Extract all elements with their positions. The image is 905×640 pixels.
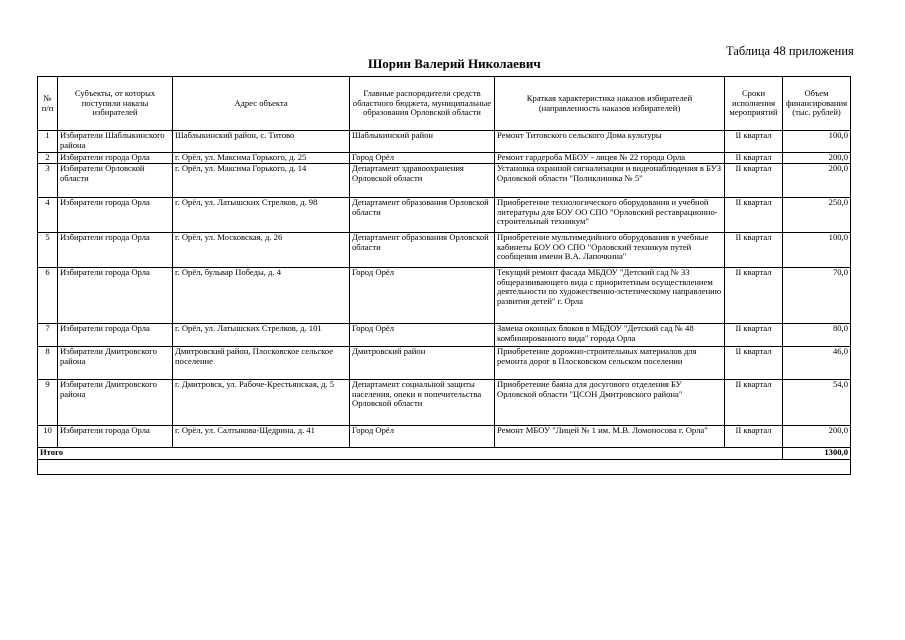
row-description: Установка охранной сигнализации и видеонаблюдения в БУЗ Орловской области "Поликлиника № 5" [495, 164, 725, 198]
row-num: 2 [38, 153, 58, 164]
row-num: 4 [38, 198, 58, 233]
row-amount: 250,0 [783, 198, 851, 233]
row-address: г. Орёл, ул. Салтыкова-Щедрина, д. 41 [173, 426, 350, 448]
row-subjects: Избиратели города Орла [58, 426, 173, 448]
mandates-table [37, 76, 851, 475]
header-subjects: Субъекты, от которых поступили наказы избирателей [58, 77, 173, 131]
row-period: II квартал [725, 164, 783, 198]
row-amount: 200,0 [783, 426, 851, 448]
total-label: Итого [38, 448, 173, 460]
row-amount: 54,0 [783, 380, 851, 426]
row-amount: 100,0 [783, 131, 851, 153]
row-manager: Департамент здравоохранения Орловской области [350, 164, 495, 198]
row-subjects: Избиратели Дмитровского района [58, 380, 173, 426]
table-row [38, 268, 851, 324]
row-address: Шаблыкинский район, с. Титово [173, 131, 350, 153]
table-row [38, 347, 851, 380]
row-manager: Дмитровский район [350, 347, 495, 380]
row-subjects: Избиратели Орловской области [58, 164, 173, 198]
row-period: II квартал [725, 233, 783, 268]
row-manager: Департамент образования Орловской области [350, 233, 495, 268]
total-amount: 1300,0 [783, 448, 851, 460]
row-manager: Город Орёл [350, 324, 495, 347]
table-row [38, 131, 851, 153]
row-manager: Департамент образования Орловской области [350, 198, 495, 233]
row-period: II квартал [725, 198, 783, 233]
row-amount: 100,0 [783, 233, 851, 268]
row-subjects: Избиратели Шаблыкинского района [58, 131, 173, 153]
row-description: Приобретение баяна для досугового отделения БУ Орловской области "ЦСОН Дмитровского района" [495, 380, 725, 426]
row-num: 7 [38, 324, 58, 347]
row-address: г. Дмитровск, ул. Рабоче-Крестьянская, д. 5 [173, 380, 350, 426]
header-period: Сроки исполнения мероприятий [725, 77, 783, 131]
row-num: 8 [38, 347, 58, 380]
row-address: г. Орёл, ул. Латышских Стрелков, д. 101 [173, 324, 350, 347]
header-description: Краткая характеристика наказов избирателей (направленность наказов избирателей) [495, 77, 725, 131]
row-amount: 200,0 [783, 153, 851, 164]
row-period: II квартал [725, 426, 783, 448]
row-subjects: Избиратели Дмитровского района [58, 347, 173, 380]
row-subjects: Избиратели города Орла [58, 198, 173, 233]
row-period: II квартал [725, 380, 783, 426]
row-num: 6 [38, 268, 58, 324]
row-num: 1 [38, 131, 58, 153]
row-manager: Департамент социальной защиты населения, опеки и попечительства Орловской области [350, 380, 495, 426]
row-period: II квартал [725, 324, 783, 347]
row-period: II квартал [725, 131, 783, 153]
table-row [38, 380, 851, 426]
row-address: г. Орёл, ул. Московская, д. 26 [173, 233, 350, 268]
row-address: Дмитровский район, Плосковское сельское поселение [173, 347, 350, 380]
total-row [38, 448, 851, 460]
table-header-row [38, 77, 851, 131]
row-period: II квартал [725, 268, 783, 324]
row-amount: 80,0 [783, 324, 851, 347]
row-description: Приобретение мультимедийного оборудования в учебные кабинеты БОУ ОО СПО "Орловский техникум путей сообщения имени В.А. Лапочкина" [495, 233, 725, 268]
row-address: г. Орёл, ул. Максима Горького, д. 14 [173, 164, 350, 198]
table-row [38, 153, 851, 164]
document-title: Шорин Валерий Николаевич [368, 56, 541, 71]
header-num: № п/п [38, 77, 58, 131]
row-num: 3 [38, 164, 58, 198]
total-padding [38, 460, 851, 475]
row-amount: 46,0 [783, 347, 851, 380]
row-period: II квартал [725, 153, 783, 164]
row-description: Ремонт МБОУ "Лицей № 1 им. М.В. Ломоносова г. Орла" [495, 426, 725, 448]
table-row [38, 198, 851, 233]
row-description: Замена оконных блоков в МБДОУ "Детский сад № 48 комбинированного вида" города Орла [495, 324, 725, 347]
row-manager: Город Орёл [350, 426, 495, 448]
row-description: Ремонт Титовского сельского Дома культуры [495, 131, 725, 153]
row-manager: Город Орёл [350, 153, 495, 164]
row-num: 10 [38, 426, 58, 448]
table-row [38, 164, 851, 198]
row-description: Текущий ремонт фасада МБДОУ "Детский сад № 33 общеразвивающего вида с приоритетным осуществлением деятельности по художественно-эстетическому направлению развития детей" г. Орла [495, 268, 725, 324]
header-address: Адрес объекта [173, 77, 350, 131]
row-amount: 200,0 [783, 164, 851, 198]
header-amount: Объем финансирования (тыс. рублей) [783, 77, 851, 131]
row-period: II квартал [725, 347, 783, 380]
row-address: г. Орёл, ул. Максима Горького, д. 25 [173, 153, 350, 164]
row-address: г. Орёл, ул. Латышских Стрелков, д. 98 [173, 198, 350, 233]
row-num: 5 [38, 233, 58, 268]
row-description: Ремонт гардероба МБОУ - лицея № 22 города Орла [495, 153, 725, 164]
total-spacer [173, 448, 783, 460]
table-row [38, 324, 851, 347]
row-manager: Шаблыкинский район [350, 131, 495, 153]
table-row [38, 233, 851, 268]
row-subjects: Избиратели города Орла [58, 268, 173, 324]
row-description: Приобретение дорожно-строительных материалов для ремонта дорог в Плосковском сельском поселении [495, 347, 725, 380]
row-subjects: Избиратели города Орла [58, 153, 173, 164]
table-row [38, 426, 851, 448]
row-amount: 70,0 [783, 268, 851, 324]
row-description: Приобретение технологического оборудования и учебной литературы для БОУ ОО СПО "Орловский реставрационно-строительный техникум" [495, 198, 725, 233]
row-manager: Город Орёл [350, 268, 495, 324]
row-address: г. Орёл, бульвар Победы, д. 4 [173, 268, 350, 324]
header-managers: Главные распорядители средств областного бюджета, муниципальные образования Орловской области [350, 77, 495, 131]
row-subjects: Избиратели города Орла [58, 324, 173, 347]
row-subjects: Избиратели города Орла [58, 233, 173, 268]
row-num: 9 [38, 380, 58, 426]
appendix-label: Таблица 48 приложения [726, 44, 854, 58]
total-padding-row [38, 460, 851, 475]
